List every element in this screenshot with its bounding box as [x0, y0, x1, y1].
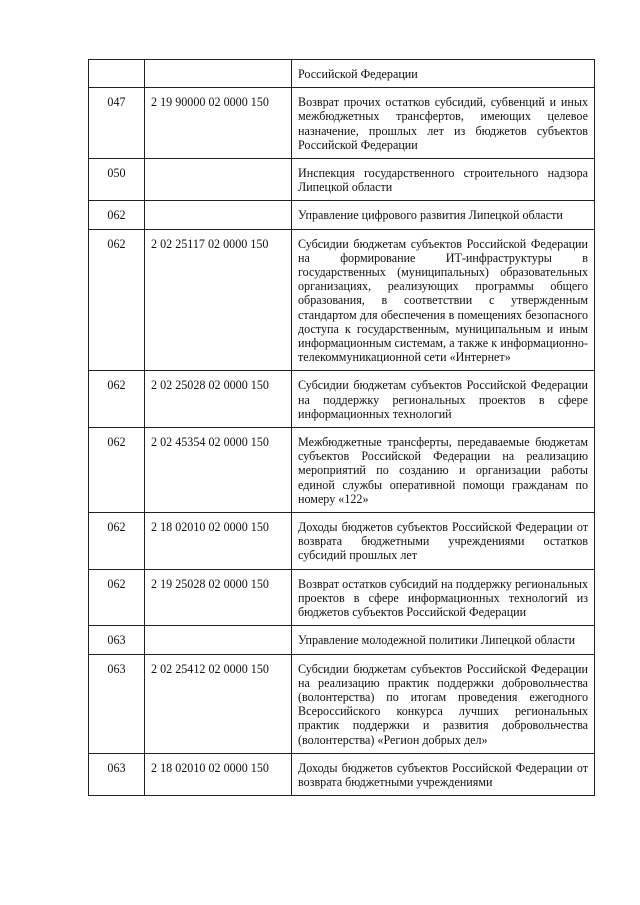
- table-row: [89, 201, 595, 229]
- admin-code-cell: 063: [89, 753, 145, 795]
- kbk-code-cell: [145, 60, 292, 88]
- admin-code-cell: 062: [89, 371, 145, 428]
- table-row: [89, 753, 595, 795]
- kbk-code-cell: 2 02 25412 02 0000 150: [145, 654, 292, 753]
- kbk-code-cell: 2 19 25028 02 0000 150: [145, 569, 292, 626]
- revenue-name-cell: Субсидии бюджетам субъектов Российской Федерации на поддержку региональных проектов в сфере информационных технологий: [292, 371, 595, 428]
- admin-code-cell: 047: [89, 88, 145, 159]
- revenue-name-cell: Инспекция государственного строительного надзора Липецкой области: [292, 159, 595, 201]
- kbk-code-cell: 2 18 02010 02 0000 150: [145, 513, 292, 570]
- revenue-name-cell: Доходы бюджетов субъектов Российской Федерации от возврата бюджетными учреждениями остатков субсидий прошлых лет: [292, 513, 595, 570]
- kbk-code-cell: 2 02 45354 02 0000 150: [145, 428, 292, 513]
- revenue-name-cell: Возврат прочих остатков субсидий, субвенций и иных межбюджетных трансфертов, имеющих целевое назначение, прошлых лет из бюджетов субъектов Российской Федерации: [292, 88, 595, 159]
- admin-code-cell: 050: [89, 159, 145, 201]
- table-row: [89, 654, 595, 753]
- revenue-name-cell: Субсидии бюджетам субъектов Российской Федерации на реализацию практик поддержки добровольчества (волонтерства) по итогам проведения ежегодного Всероссийского конкурса лучших региональных практик поддержки и развития добровольчества (волонтерства) «Регион добрых дел»: [292, 654, 595, 753]
- table-row: [89, 428, 595, 513]
- table-row: [89, 159, 595, 201]
- kbk-code-cell: [145, 201, 292, 229]
- kbk-code-cell: [145, 159, 292, 201]
- revenue-name-cell: Управление молодежной политики Липецкой области: [292, 626, 595, 654]
- admin-code-cell: 063: [89, 626, 145, 654]
- revenue-name-cell: Российской Федерации: [292, 60, 595, 88]
- revenue-name-cell: Межбюджетные трансферты, передаваемые бюджетам субъектов Российской Федерации на реализацию мероприятий по созданию и организации работы единой службы оперативной помощи гражданам по номеру «122»: [292, 428, 595, 513]
- kbk-code-cell: 2 18 02010 02 0000 150: [145, 753, 292, 795]
- admin-code-cell: 062: [89, 229, 145, 371]
- kbk-code-cell: 2 19 90000 02 0000 150: [145, 88, 292, 159]
- kbk-code-cell: [145, 626, 292, 654]
- document-page: [88, 59, 594, 796]
- admin-code-cell: 062: [89, 428, 145, 513]
- kbk-code-cell: 2 02 25028 02 0000 150: [145, 371, 292, 428]
- admin-code-cell: 062: [89, 513, 145, 570]
- table-row: [89, 626, 595, 654]
- table-row: [89, 513, 595, 570]
- kbk-code-cell: 2 02 25117 02 0000 150: [145, 229, 292, 371]
- table-row: [89, 229, 595, 371]
- revenue-name-cell: Доходы бюджетов субъектов Российской Федерации от возврата бюджетными учреждениями: [292, 753, 595, 795]
- table-row: [89, 60, 595, 88]
- admin-code-cell: 062: [89, 201, 145, 229]
- revenue-name-cell: Возврат остатков субсидий на поддержку региональных проектов в сфере информационных технологий из бюджетов субъектов Российской Федерации: [292, 569, 595, 626]
- revenue-name-cell: Субсидии бюджетам субъектов Российской Федерации на формирование ИТ-инфраструктуры в государственных (муниципальных) образовательных организациях, реализующих программы общего образования, в соответствии с утвержденным стандартом для обеспечения в помещениях безопасного доступа к государственным, муниципальным и иным информационным системам, а также к информационно-телекоммуникационной сети «Интернет»: [292, 229, 595, 371]
- revenue-name-cell: Управление цифрового развития Липецкой области: [292, 201, 595, 229]
- table-row: [89, 371, 595, 428]
- admin-code-cell: 063: [89, 654, 145, 753]
- budget-revenue-table: [88, 59, 595, 796]
- table-row: [89, 569, 595, 626]
- admin-code-cell: [89, 60, 145, 88]
- table-row: [89, 88, 595, 159]
- admin-code-cell: 062: [89, 569, 145, 626]
